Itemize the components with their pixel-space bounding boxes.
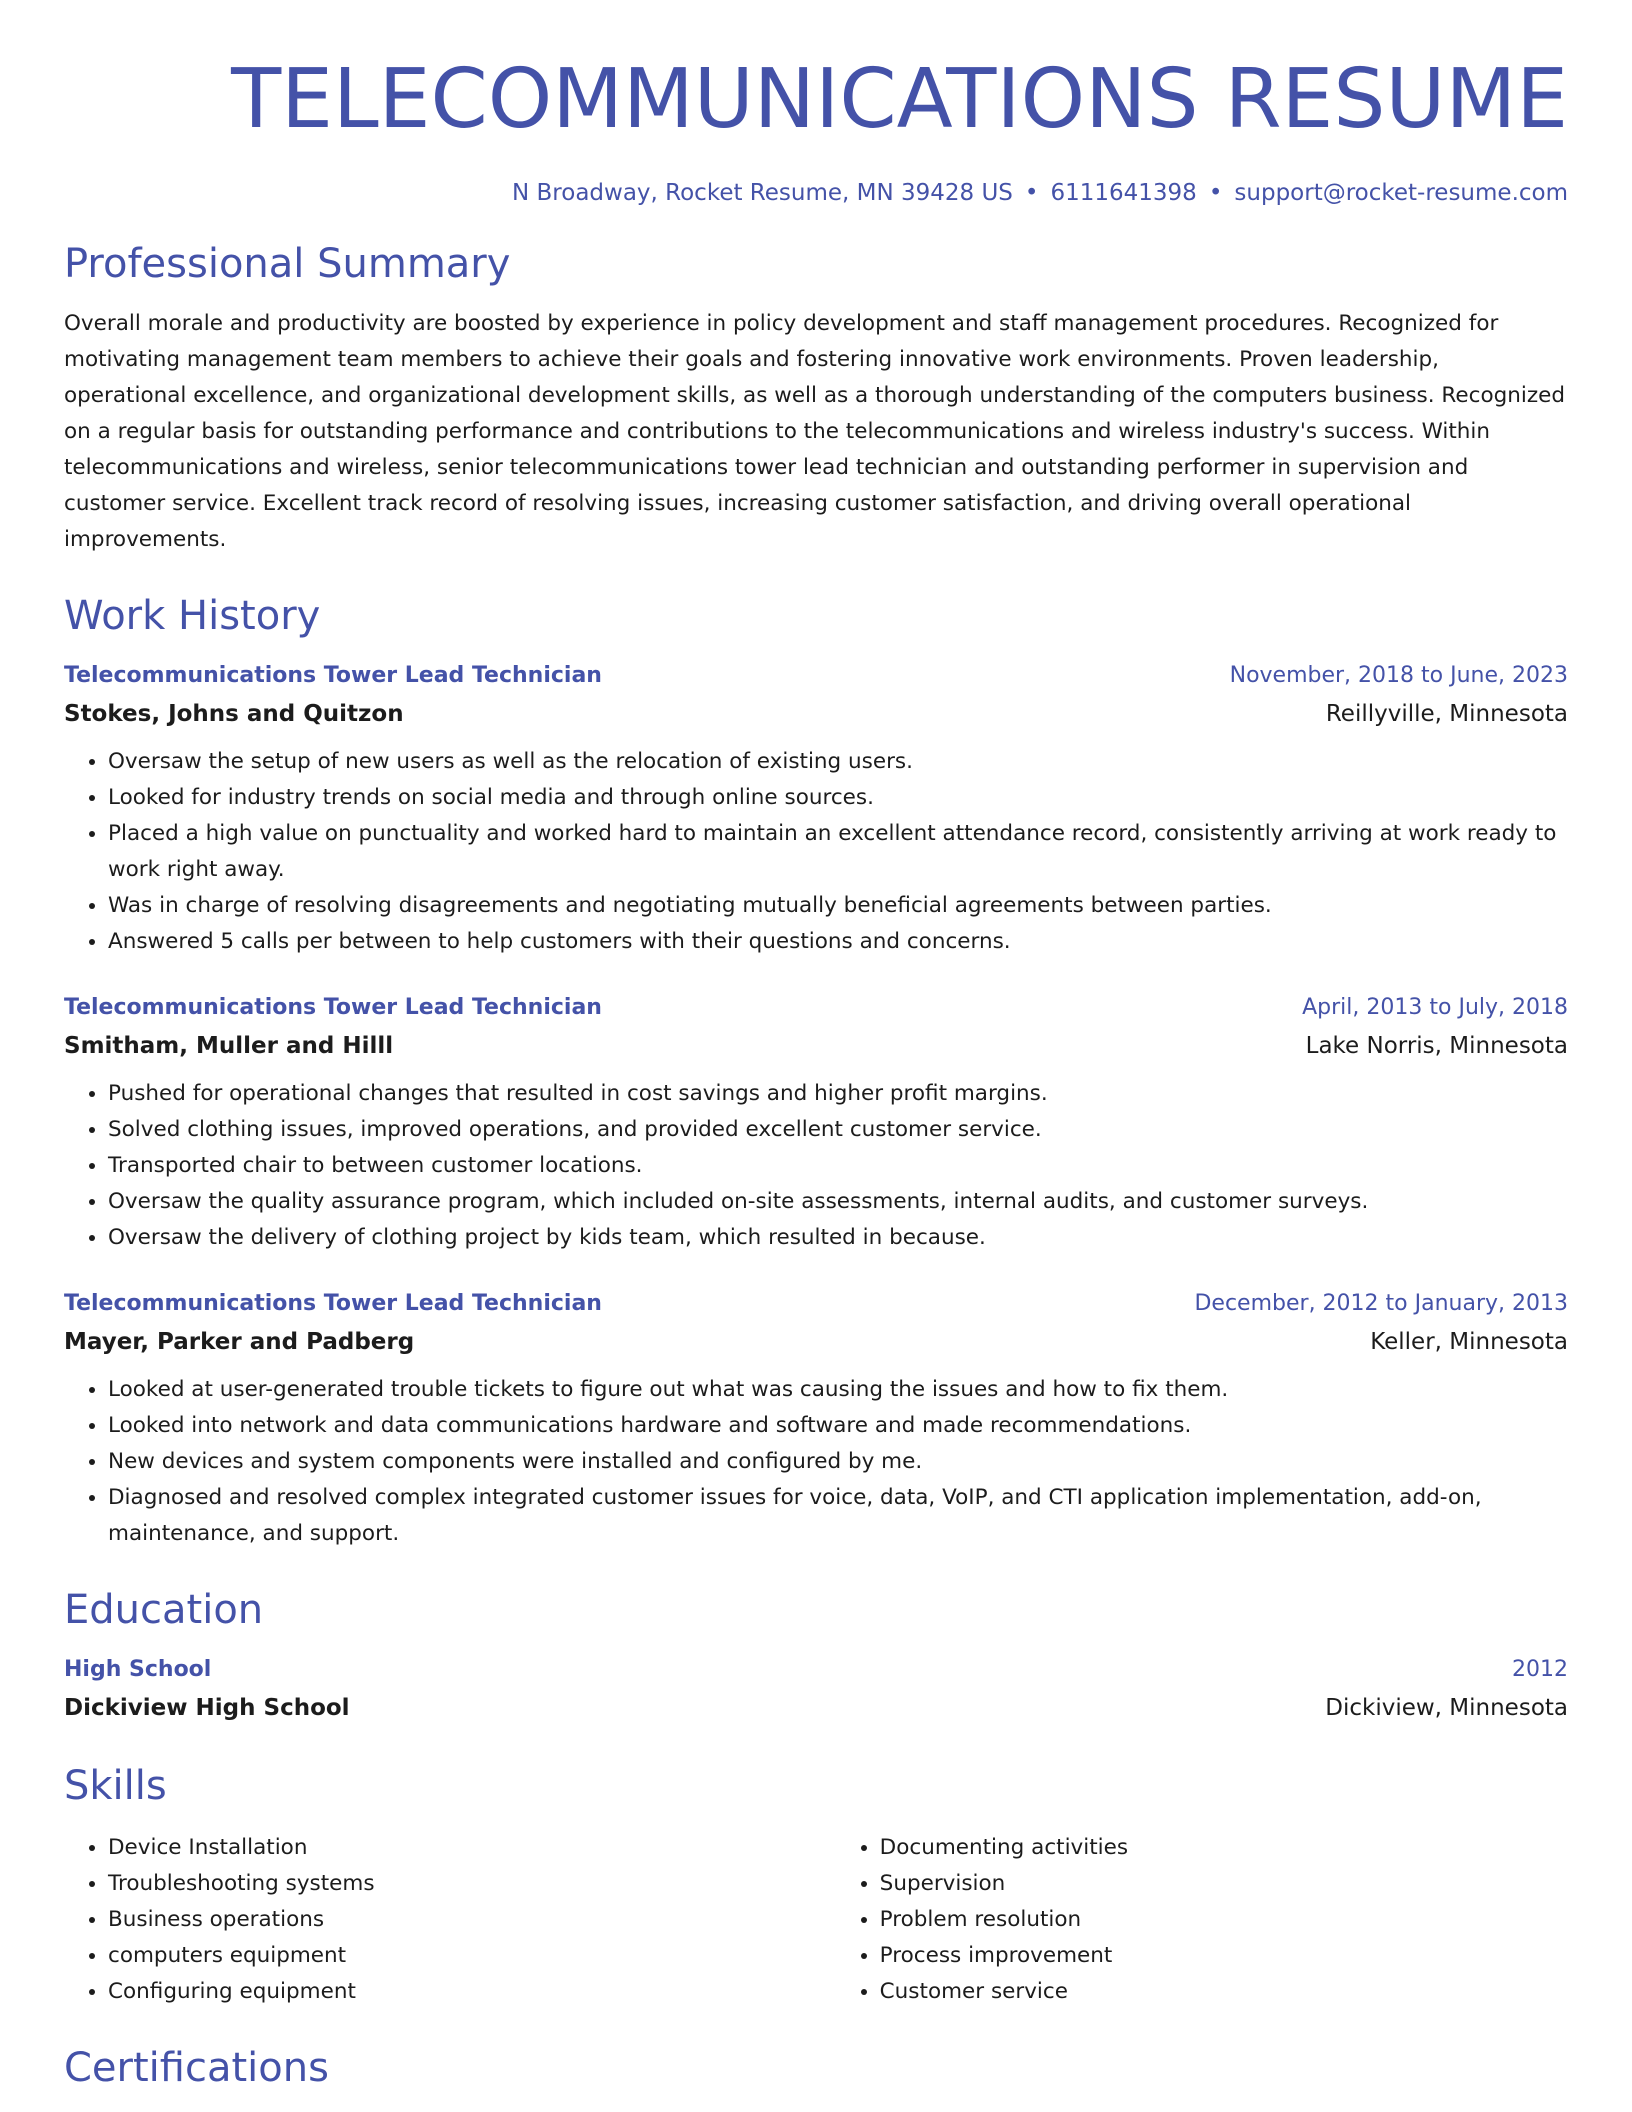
education-location: Dickiview, Minnesota	[1325, 1695, 1568, 1721]
job-bullet: • Oversaw the quality assurance program, which included on-site assessments, internal audits, and customer surveys.	[108, 1184, 1568, 1220]
summary-heading: Professional Summary	[64, 241, 511, 287]
job-bullets	[64, 1076, 1568, 1256]
job-bullet: • Solved clothing issues, improved operations, and provided excellent customer service.	[108, 1112, 1568, 1148]
job-location: Lake Norris, Minnesota	[1305, 1033, 1568, 1059]
job-dates: December, 2012 to January, 2013	[1194, 1291, 1568, 1316]
skill-item: • Device Installation	[108, 1830, 836, 1866]
education-year: 2012	[1512, 1657, 1568, 1682]
resume-title: TELECOMMUNICATIONS RESUME	[231, 52, 1568, 147]
contact-separator: •	[1208, 180, 1223, 206]
job-bullet: • Transported chair to between customer locations.	[108, 1148, 1568, 1184]
job-title: Telecommunications Tower Lead Technician	[64, 995, 602, 1020]
summary-text: Overall morale and productivity are boosted by experience in policy development and staff management procedures. Recognized for motivating management team members to achieve their goals and fostering innovative work environments. Proven leadership, operational excellence, and organizational development skills, as well as a thorough understanding of the computers business. Recognized on a regular basis for outstanding performance and contributions to the telecommunications and wireless industry's success. Within telecommunications and wireless, senior telecommunications tower lead technician and outstanding performer in supervision and customer service. Excellent track record of resolving issues, increasing customer satisfaction, and driving overall operational improvements.	[64, 311, 1566, 552]
skill-item: • Configuring equipment	[108, 1974, 836, 2010]
job-entry	[64, 658, 1568, 960]
certifications-heading: Certifications	[64, 2045, 329, 2091]
skill-item: • Problem resolution	[880, 1902, 1568, 1938]
job-dates: April, 2013 to July, 2018	[1302, 995, 1568, 1020]
contact-phone: 6111641398	[1050, 180, 1197, 206]
job-bullet: • Placed a high value on punctuality and worked hard to maintain an excellent attendance record, consistently arriving at work ready to work right away.	[108, 816, 1568, 888]
skill-item: • Business operations	[108, 1902, 836, 1938]
job-bullets	[64, 1372, 1568, 1552]
contact-separator: •	[1024, 180, 1039, 206]
job-title: Telecommunications Tower Lead Technician	[64, 663, 602, 688]
job-bullet: • Oversaw the setup of new users as well as the relocation of existing users.	[108, 744, 1568, 780]
job-bullets	[64, 744, 1568, 960]
education-entry	[64, 1652, 1568, 1728]
skill-item: • Process improvement	[880, 1938, 1568, 1974]
job-dates: November, 2018 to June, 2023	[1229, 663, 1568, 688]
skills-column-right	[836, 1830, 1568, 2010]
job-entry	[64, 990, 1568, 1256]
job-bullet: • Looked for industry trends on social media and through online sources.	[108, 780, 1568, 816]
education-degree: High School	[64, 1657, 212, 1682]
job-entry	[64, 1286, 1568, 1552]
skills-column-left	[64, 1830, 836, 2010]
job-bullet: • Oversaw the delivery of clothing project by kids team, which resulted in because.	[108, 1220, 1568, 1256]
contact-line	[64, 180, 1568, 206]
work-history-heading: Work History	[64, 593, 321, 639]
job-bullet: • Looked at user-generated trouble tickets to figure out what was causing the issues and how to fix them.	[108, 1372, 1568, 1408]
job-bullet: • Looked into network and data communications hardware and software and made recommendations.	[108, 1408, 1568, 1444]
contact-address: N Broadway, Rocket Resume, MN 39428 US	[512, 180, 1013, 206]
skill-item: • Documenting activities	[880, 1830, 1568, 1866]
job-title: Telecommunications Tower Lead Technician	[64, 1291, 602, 1316]
contact-email: support@rocket-resume.com	[1234, 180, 1568, 206]
skill-item: • Supervision	[880, 1866, 1568, 1902]
skills-list	[64, 1830, 1568, 2010]
education-heading: Education	[64, 1587, 264, 1633]
job-bullet: • Answered 5 calls per between to help customers with their questions and concerns.	[108, 924, 1568, 960]
skill-item: • computers equipment	[108, 1938, 836, 1974]
skill-item: • Customer service	[880, 1974, 1568, 2010]
job-company: Smitham, Muller and Hilll	[64, 1033, 394, 1059]
skills-heading: Skills	[64, 1763, 167, 1809]
job-company: Stokes, Johns and Quitzon	[64, 701, 404, 727]
job-location: Reillyville, Minnesota	[1325, 701, 1568, 727]
job-bullet: • New devices and system components were installed and configured by me.	[108, 1444, 1568, 1480]
job-location: Keller, Minnesota	[1370, 1329, 1568, 1355]
education-school: Dickiview High School	[64, 1695, 350, 1721]
job-company: Mayer, Parker and Padberg	[64, 1329, 415, 1355]
job-bullet: • Diagnosed and resolved complex integrated customer issues for voice, data, VoIP, and CTI application implementation, add-on, maintenance, and support.	[108, 1480, 1568, 1552]
skill-item: • Troubleshooting systems	[108, 1866, 836, 1902]
job-bullet: • Was in charge of resolving disagreements and negotiating mutually beneficial agreements between parties.	[108, 888, 1568, 924]
job-bullet: • Pushed for operational changes that resulted in cost savings and higher profit margins.	[108, 1076, 1568, 1112]
